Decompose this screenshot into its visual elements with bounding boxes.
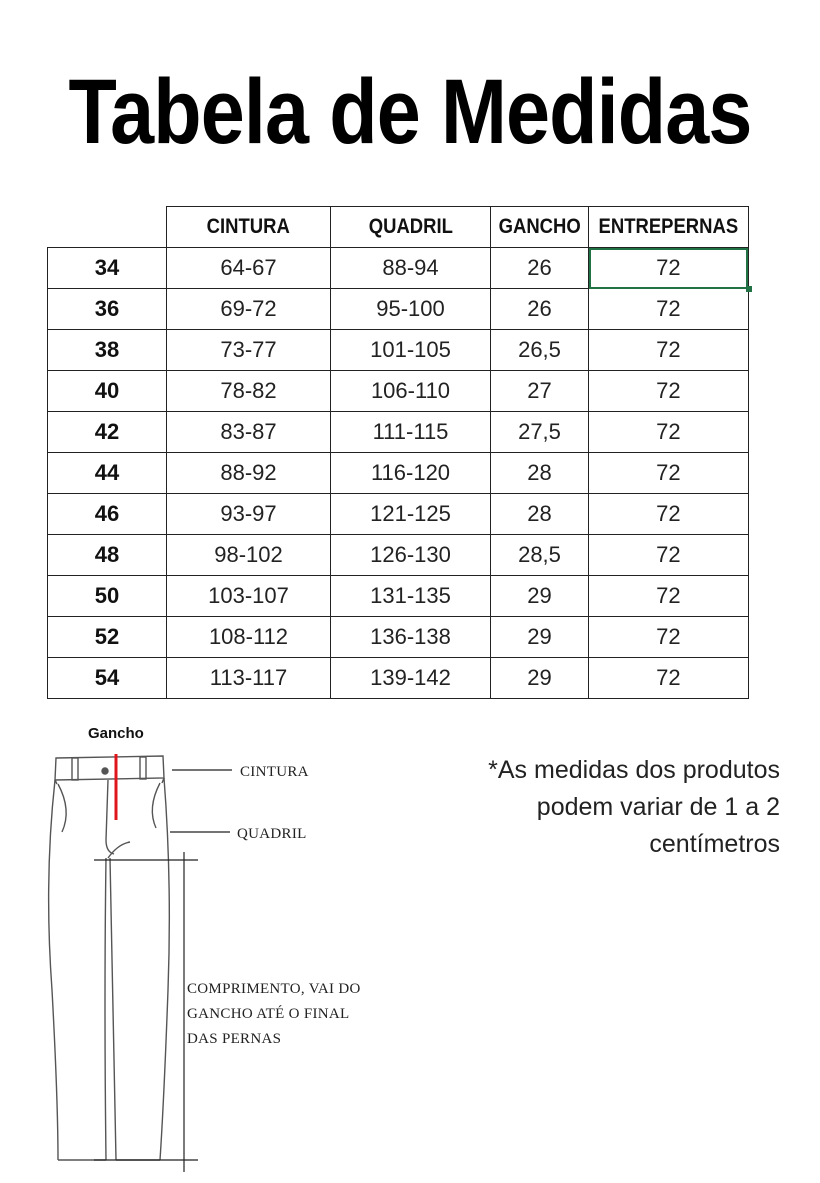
entrepernas-cell: 72 [589,658,749,699]
size-cell: 40 [48,371,167,412]
table-row [48,535,749,576]
cintura-cell: 69-72 [167,289,331,330]
size-cell: 44 [48,453,167,494]
gancho-cell: 28 [491,494,589,535]
table-row [48,617,749,658]
cintura-cell: 93-97 [167,494,331,535]
quadril-cell: 116-120 [331,453,491,494]
entrepernas-cell: 72 [589,248,749,289]
table-row [48,371,749,412]
size-cell: 52 [48,617,167,658]
cintura-cell: 98-102 [167,535,331,576]
gancho-cell: 26 [491,248,589,289]
size-cell: 38 [48,330,167,371]
cintura-label: CINTURA [240,764,309,780]
gancho-cell: 26 [491,289,589,330]
quadril-cell: 139-142 [331,658,491,699]
table-row [48,658,749,699]
entrepernas-cell: 72 [589,535,749,576]
quadril-cell: 88-94 [331,248,491,289]
quadril-cell: 121-125 [331,494,491,535]
cintura-cell: 108-112 [167,617,331,658]
header-cintura: CINTURA [167,207,331,248]
gancho-cell: 29 [491,658,589,699]
quadril-cell: 126-130 [331,535,491,576]
table-row [48,412,749,453]
entrepernas-cell: 72 [589,412,749,453]
entrepernas-cell: 72 [589,576,749,617]
note-line: podem variar de 1 a 2 [536,793,780,821]
size-cell: 36 [48,289,167,330]
table-row [48,453,749,494]
quadril-cell: 106-110 [331,371,491,412]
entrepernas-cell: 72 [589,330,749,371]
entrepernas-cell: 72 [589,453,749,494]
quadril-label: QUADRIL [237,826,307,842]
header-gancho: GANCHO [491,207,589,248]
gancho-cell: 27,5 [491,412,589,453]
cintura-cell: 88-92 [167,453,331,494]
entrepernas-cell: 72 [589,371,749,412]
table-row [48,330,749,371]
table-row [48,289,749,330]
size-cell: 48 [48,535,167,576]
left-leg-outer [49,780,58,1160]
measurement-note [470,752,780,863]
size-cell: 42 [48,412,167,453]
note-line: *As medidas dos produtos [488,756,780,784]
comprimento-line: COMPRIMENTO, VAI DO [187,981,361,997]
table-header-row [48,207,749,248]
cintura-cell: 78-82 [167,371,331,412]
quadril-cell: 131-135 [331,576,491,617]
note-line: centímetros [649,830,780,858]
button-icon [102,768,108,774]
belt-loop [72,758,78,780]
comprimento-label [187,977,361,1052]
gancho-cell: 29 [491,617,589,658]
pants-diagram [0,740,400,1180]
gancho-cell: 26,5 [491,330,589,371]
comprimento-line: GANCHO ATÉ O FINAL [187,1006,350,1022]
quadril-cell: 111-115 [331,412,491,453]
quadril-cell: 101-105 [331,330,491,371]
cintura-cell: 113-117 [167,658,331,699]
gancho-cell: 29 [491,576,589,617]
size-table [47,206,749,699]
page-title: Tabela de Medidas [68,61,752,163]
table-row [48,248,749,289]
selection-handle[interactable] [746,286,752,292]
cintura-cell: 103-107 [167,576,331,617]
size-cell: 46 [48,494,167,535]
entrepernas-cell: 72 [589,494,749,535]
quadril-cell: 95-100 [331,289,491,330]
cintura-cell: 73-77 [167,330,331,371]
entrepernas-cell: 72 [589,617,749,658]
size-cell: 50 [48,576,167,617]
table-row [48,576,749,617]
cintura-cell: 83-87 [167,412,331,453]
gancho-cell: 28 [491,453,589,494]
gancho-cell: 27 [491,371,589,412]
table-row [48,494,749,535]
size-cell: 54 [48,658,167,699]
belt-loop [140,757,146,779]
quadril-cell: 136-138 [331,617,491,658]
gancho-cell: 28,5 [491,535,589,576]
comprimento-line: DAS PERNAS [187,1031,282,1047]
header-quadril: QUADRIL [331,207,491,248]
cintura-cell: 64-67 [167,248,331,289]
size-cell: 34 [48,248,167,289]
right-leg-outer [160,778,169,1160]
header-entrepernas: ENTREPERNAS [589,207,749,248]
crotch-line [108,842,130,858]
header-corner [48,207,167,248]
gancho-label: Gancho [88,725,144,742]
entrepernas-cell: 72 [589,289,749,330]
